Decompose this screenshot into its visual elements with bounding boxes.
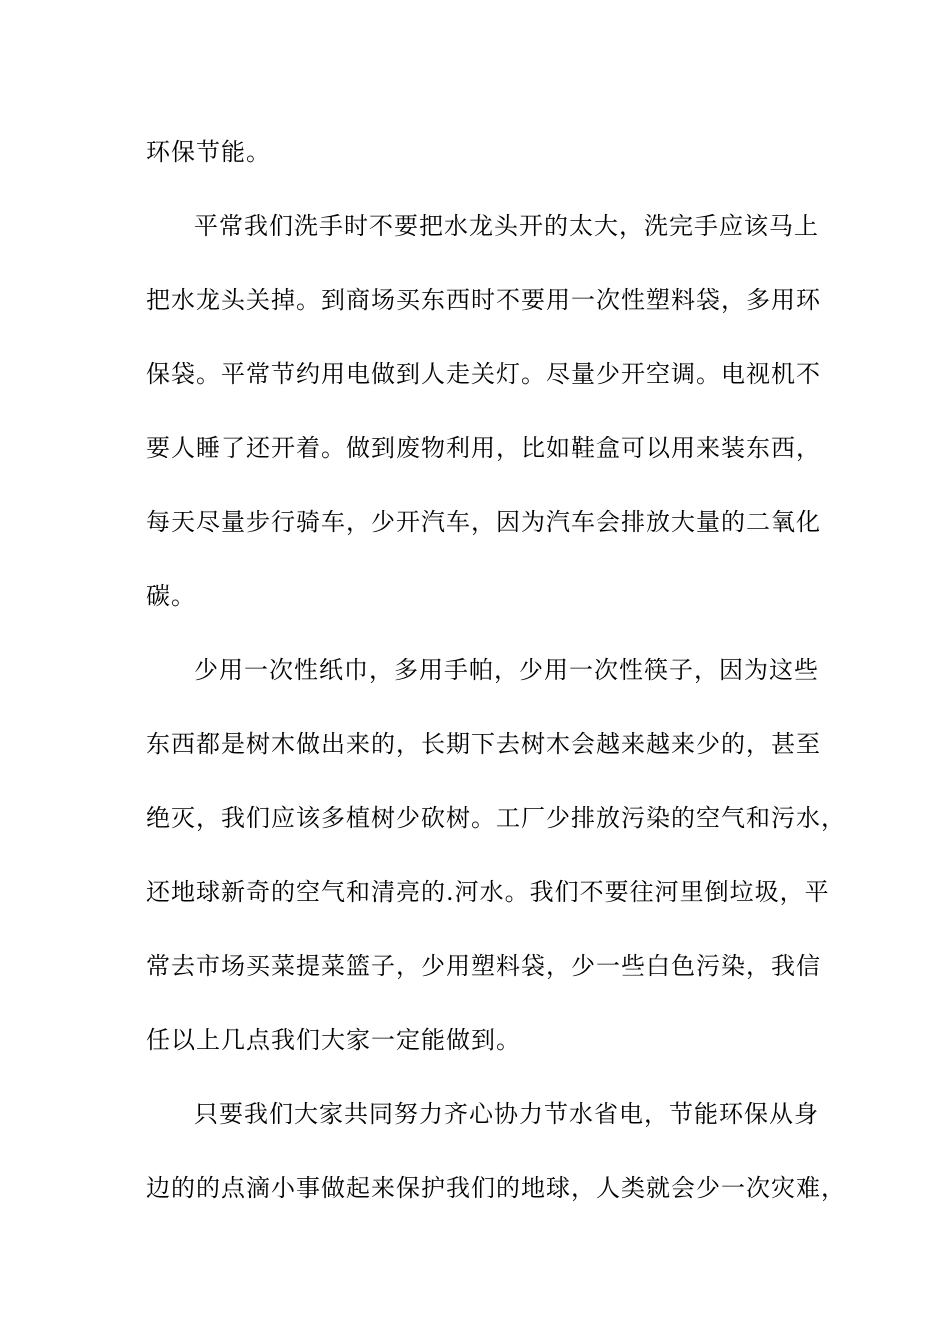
paragraph-2-line-5: 每天尽量步行骑车，少开汽车，因为汽车会排放大量的二氧化 (146, 508, 821, 536)
paragraph-2-line-4: 要人睡了还开着。做到废物利用，比如鞋盒可以用来装东西， (146, 434, 821, 462)
paragraph-3-line-6: 任以上几点我们大家一定能做到。 (146, 1026, 521, 1054)
paragraph-1-line-1: 环保节能。 (146, 138, 271, 166)
paragraph-2-line-6: 碳。 (146, 582, 196, 610)
paragraph-4-line-2: 边的的点滴小事做起来保护我们的地球，人类就会少一次灾难， (146, 1174, 846, 1202)
paragraph-2-line-2: 把水龙头关掉。到商场买东西时不要用一次性塑料袋，多用环 (146, 286, 821, 314)
paragraph-3-line-3: 绝灭，我们应该多植树少砍树。工厂少排放污染的空气和污水， (146, 804, 846, 832)
paragraph-3-line-5: 常去市场买菜提菜篮子，少用塑料袋，少一些白色污染，我信 (146, 952, 821, 980)
paragraph-2-line-1: 平常我们洗手时不要把水龙头开的太大，洗完手应该马上 (194, 212, 819, 240)
paragraph-3-line-4: 还地球新奇的空气和清亮的.河水。我们不要往河里倒垃圾，平 (146, 878, 830, 906)
paragraph-3-line-2: 东西都是树木做出来的，长期下去树木会越来越来少的，甚至 (146, 730, 821, 758)
paragraph-2-line-3: 保袋。平常节约用电做到人走关灯。尽量少开空调。电视机不 (146, 360, 821, 388)
paragraph-4-line-1: 只要我们大家共同努力齐心协力节水省电，节能环保从身 (194, 1100, 819, 1128)
paragraph-3-line-1: 少用一次性纸巾，多用手帕，少用一次性筷子，因为这些 (194, 656, 819, 684)
